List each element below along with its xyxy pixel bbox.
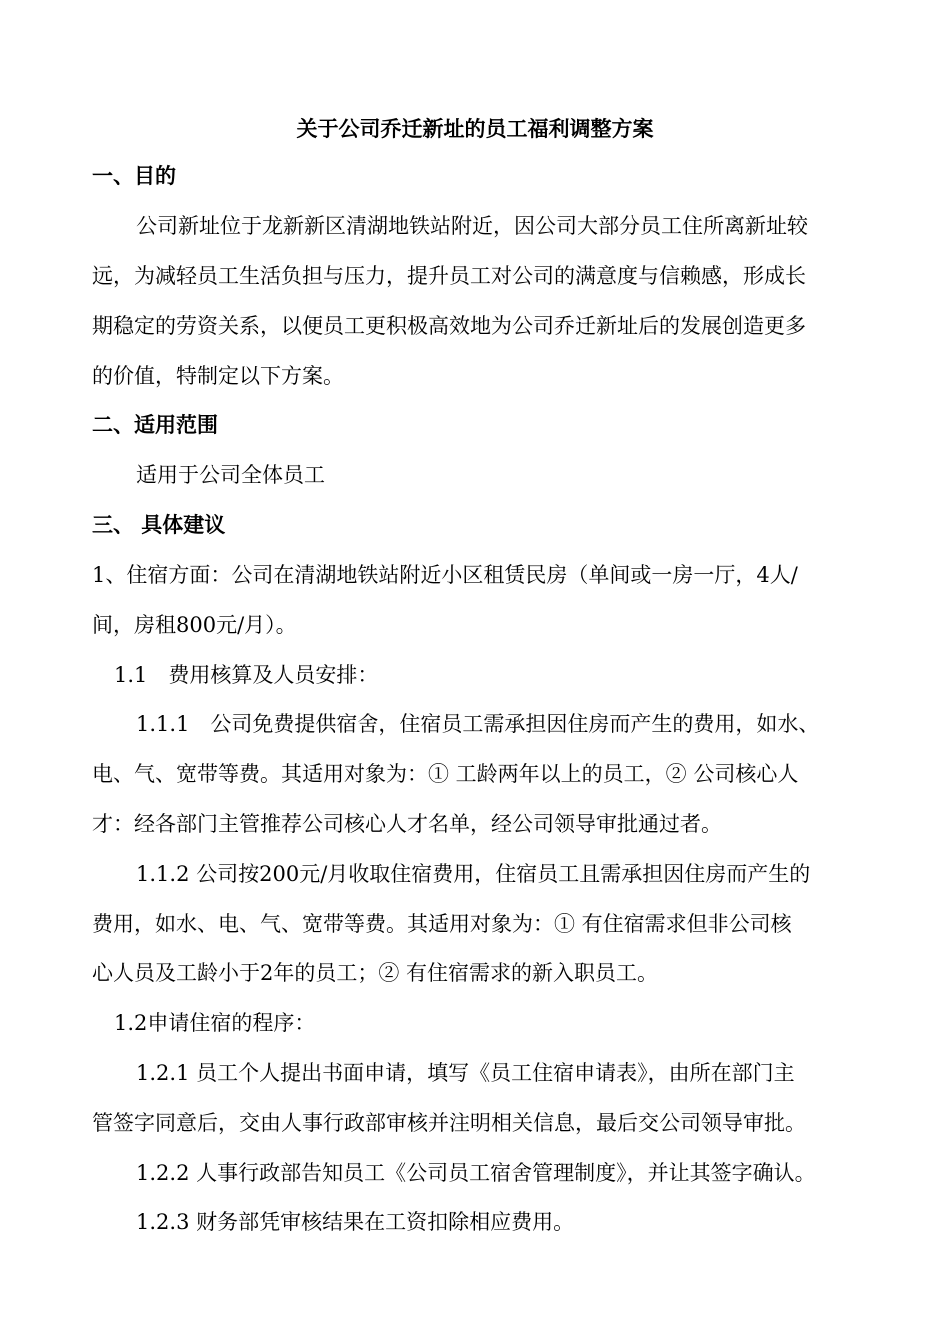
paragraph-line: 间，房租800元/月）。 [92,613,297,637]
subheading-1-1: 1.1 费用核算及人员安排： [114,663,379,687]
paragraph-line: 远，为减轻员工生活负担与压力，提升员工对公司的满意度与信赖感，形成长 [92,264,806,288]
paragraph-line: 才：经各部门主管推荐公司核心人才名单，经公司领导审批通过者。 [92,812,722,836]
paragraph-line: 1.2.3 财务部凭审核结果在工资扣除相应费用。 [136,1210,575,1234]
document-title: 关于公司乔迁新址的员工福利调整方案 [296,116,654,141]
paragraph-line: 1、住宿方面：公司在清湖地铁站附近小区租赁民房（单间或一房一厅，4人/ [92,563,798,587]
paragraph-line: 的价值，特制定以下方案。 [92,364,344,388]
paragraph-line: 公司新址位于龙新新区清湖地铁站附近，因公司大部分员工住所离新址较 [136,214,808,238]
paragraph-line: 1.2.2 人事行政部告知员工《公司员工宿舍管理制度》，并让其签字确认。 [136,1161,816,1185]
section-heading-scope: 二、适用范围 [92,412,218,437]
paragraph-line: 1.1.1 公司免费提供宿舍，住宿员工需承担因住房而产生的费用，如水、 [136,712,820,736]
paragraph-line: 管签字同意后，交由人事行政部审核并注明相关信息，最后交公司领导审批。 [92,1111,806,1135]
paragraph-line: 费用，如水、电、气、宽带等费。其适用对象为：① 有住宿需求但非公司核 [92,912,792,936]
paragraph-line: 1.1.2 公司按200元/月收取住宿费用，住宿员工且需承担因住房而产生的 [136,862,811,886]
paragraph-line: 心人员及工龄小于2年的员工；② 有住宿需求的新入职员工。 [92,961,659,985]
paragraph-line: 适用于公司全体员工 [136,463,325,487]
subheading-1-2: 1.2申请住宿的程序： [114,1011,316,1035]
section-heading-purpose: 一、目的 [92,163,176,188]
section-heading-suggestions: 三、 具体建议 [92,512,226,537]
paragraph-line: 电、气、宽带等费。其适用对象为：① 工龄两年以上的员工，② 公司核心人 [92,762,799,786]
paragraph-line: 1.2.1 员工个人提出书面申请，填写《员工住宿申请表》，由所在部门主 [136,1061,795,1085]
paragraph-line: 期稳定的劳资关系，以便员工更积极高效地为公司乔迁新址后的发展创造更多 [92,314,806,338]
